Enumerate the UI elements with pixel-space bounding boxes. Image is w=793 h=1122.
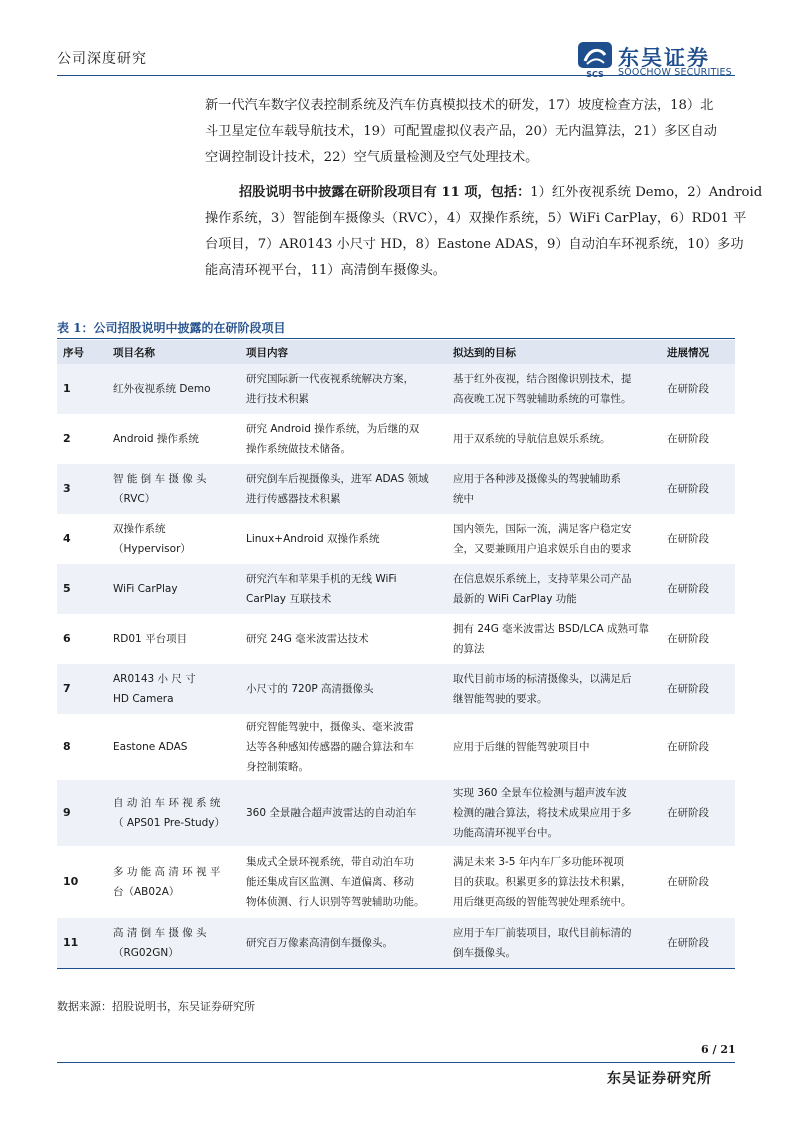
page-number: 6 / 21 — [701, 1043, 736, 1056]
cell-content-line: 研究倒车后视摄像头，进军 ADAS 领域 — [246, 473, 429, 485]
table-row — [57, 564, 735, 614]
cell-name — [107, 614, 240, 664]
cell-name-line: WiFi CarPlay — [113, 583, 178, 595]
cell-no: 6 — [63, 632, 71, 645]
cell-no: 3 — [57, 464, 107, 514]
cell-name-line: （RVC） — [113, 493, 156, 505]
cell-goal-line: 用于双系统的导航信息娱乐系统。 — [453, 433, 611, 445]
cell-name-line: Eastone ADAS — [113, 741, 188, 753]
cell-no: 5 — [57, 564, 107, 614]
cell-name — [107, 714, 240, 780]
cell-name-line: 智 能 倒 车 摄 像 头 — [113, 473, 207, 485]
cell-status: 在研阶段 — [667, 741, 709, 753]
projects-lead-rest: 1）红外夜视系统 Demo，2）Android — [530, 185, 763, 200]
logo-chinese-name: 东吴证券 — [618, 46, 710, 70]
cell-no: 4 — [63, 532, 71, 545]
col-header-goal: 拟达到的目标 — [447, 340, 661, 364]
cell-content — [240, 514, 447, 564]
projects-paragraph — [205, 180, 763, 284]
intro-line: 空调控制设计技术，22）空气质量检测及空气处理技术。 — [205, 150, 539, 165]
cell-content — [240, 664, 447, 714]
cell-goal — [447, 464, 661, 514]
cell-goal-line: 倒车摄像头。 — [453, 946, 516, 959]
cell-no: 8 — [63, 740, 71, 753]
cell-name-line: HD Camera — [113, 693, 174, 705]
cell-goal — [447, 614, 661, 664]
col-header-status: 进展情况 — [661, 340, 735, 364]
cell-goal-line: 实现 360 全景车位检测与超声波车波 — [453, 787, 627, 799]
cell-goal-line: 应用于车厂前装项目，取代目前标清的 — [453, 926, 632, 939]
cell-goal-line: 目的获取。积累更多的算法技术积累， — [453, 876, 632, 888]
cell-goal-line: 最新的 WiFi CarPlay 功能 — [453, 593, 577, 605]
cell-status: 在研阶段 — [661, 664, 735, 714]
cell-content-line: 集成式全景环视系统，带自动泊车功 — [246, 856, 414, 868]
cell-goal — [447, 364, 661, 414]
cell-content-line: 身控制策略。 — [246, 761, 309, 773]
cell-name-line: 多 功 能 高 清 环 视 平 — [113, 866, 221, 878]
cell-goal — [447, 514, 661, 564]
cell-content-line: 达等各种感知传感器的融合算法和车 — [246, 741, 414, 753]
intro-line: 新一代汽车数字仪表控制系统及汽车仿真模拟技术的研发，17）坡度检查方法，18）北 — [205, 98, 714, 113]
cell-goal — [447, 564, 661, 614]
cell-name-line: Android 操作系统 — [113, 433, 199, 445]
cell-content-line: 进行技术积累 — [246, 393, 309, 405]
projects-line: 操作系统，3）智能倒车摄像头（RVC），4）双操作系统，5）WiFi CarPlay，6）RD01 平 — [205, 211, 747, 226]
cell-content-line: 研究智能驾驶中，摄像头、毫米波雷 — [246, 721, 414, 733]
cell-goal — [447, 664, 661, 714]
table-row — [57, 364, 735, 414]
cell-no: 10 — [63, 875, 79, 888]
cell-content — [240, 780, 447, 846]
intro-paragraph — [205, 93, 737, 171]
cell-status: 在研阶段 — [661, 364, 735, 414]
cell-status: 在研阶段 — [667, 633, 709, 645]
cell-name — [107, 414, 240, 464]
cell-goal-line: 用后继更高级的智能驾驶处理系统中。 — [453, 896, 632, 908]
cell-content-line: 研究国际新一代夜视系统解决方案， — [246, 373, 414, 385]
cell-content-line: 研究汽车和苹果手机的无线 WiFi — [246, 573, 397, 585]
cell-content-line: 360 全景融合超声波雷达的自动泊车 — [246, 807, 417, 819]
projects-line: 台项目，7）AR0143 小尺寸 HD，8）Eastone ADAS，9）自动泊车环视系统，10）多功 — [205, 237, 744, 252]
table-row — [57, 846, 735, 918]
table-header-row — [57, 340, 735, 364]
cell-goal-line: 继智能驾驶的要求。 — [453, 693, 548, 705]
cell-goal — [447, 714, 661, 780]
cell-no: 2 — [63, 432, 71, 445]
data-source-note: 数据来源：招股说明书，东吴证券研究所 — [57, 1000, 255, 1013]
cell-content — [240, 364, 447, 414]
cell-content-line: 进行传感器技术积累 — [246, 493, 341, 505]
table-row — [57, 780, 735, 846]
projects-lead-bold: 招股说明书中披露在研阶段项目有 11 项，包括： — [239, 185, 531, 200]
footer-brand: 东吴证券研究所 — [607, 1071, 712, 1087]
cell-no: 7 — [57, 664, 107, 714]
table-row — [57, 614, 735, 664]
cell-goal-line: 高夜晚工况下驾驶辅助系统的可靠性。 — [453, 393, 632, 405]
cell-name — [107, 564, 240, 614]
cell-content — [240, 846, 447, 918]
cell-content-line: 研究 24G 毫米波雷达技术 — [246, 633, 369, 645]
cell-goal-line: 检测的融合算法，将技术成果应用于多 — [453, 807, 632, 819]
cell-name — [107, 918, 240, 968]
cell-name-line: RD01 平台项目 — [113, 633, 188, 645]
cell-goal — [447, 780, 661, 846]
cell-no: 9 — [57, 780, 107, 846]
cell-name-line: 高 清 倒 车 摄 像 头 — [113, 926, 207, 939]
table-body — [57, 364, 735, 968]
cell-content-line: 物体侦测、行人识别等驾驶辅助功能。 — [246, 896, 425, 908]
cell-content — [240, 464, 447, 514]
projects-table — [57, 340, 735, 969]
table-title: 表 1：公司招股说明中披露的在研阶段项目 — [57, 321, 286, 335]
col-header-no: 序号 — [57, 340, 107, 364]
cell-goal — [447, 918, 661, 968]
cell-name — [107, 780, 240, 846]
cell-name — [107, 846, 240, 918]
cell-goal-line: 应用于各种涉及摄像头的驾驶辅助系 — [453, 473, 621, 485]
cell-content — [240, 564, 447, 614]
cell-status: 在研阶段 — [667, 876, 709, 888]
table-row — [57, 714, 735, 780]
cell-goal-line: 应用于后继的智能驾驶项目中 — [453, 741, 590, 753]
col-header-content: 项目内容 — [240, 340, 447, 364]
projects-line: 能高清环视平台，11）高清倒车摄像头。 — [205, 263, 446, 278]
cell-name-line: （Hypervisor） — [113, 543, 191, 555]
cell-status: 在研阶段 — [667, 533, 709, 545]
table-row — [57, 414, 735, 464]
cell-content — [240, 414, 447, 464]
cell-status: 在研阶段 — [667, 433, 709, 445]
table-row — [57, 918, 735, 968]
cell-goal-line: 在信息娱乐系统上，支持苹果公司产品 — [453, 573, 632, 585]
cell-goal-line: 国内领先，国际一流，满足客户稳定安 — [453, 523, 632, 535]
header-section-label: 公司深度研究 — [57, 51, 147, 67]
cell-content — [240, 918, 447, 968]
table-row — [57, 664, 735, 714]
cell-goal-line: 统中 — [453, 493, 474, 505]
logo-mark-text: SCS — [586, 70, 604, 78]
cell-goal-line: 的算法 — [453, 643, 485, 655]
cell-content-line: 能还集成盲区监测、车道偏离、移动 — [246, 876, 414, 888]
header-divider — [57, 75, 735, 76]
table-row — [57, 464, 735, 514]
cell-status: 在研阶段 — [661, 464, 735, 514]
cell-name — [107, 464, 240, 514]
table-top-rule — [57, 338, 735, 339]
cell-status: 在研阶段 — [661, 918, 735, 968]
cell-goal-line: 基于红外夜视，结合图像识别技术，提 — [453, 373, 632, 385]
cell-name — [107, 364, 240, 414]
cell-status: 在研阶段 — [661, 780, 735, 846]
cell-name-line: （ APS01 Pre-Study） — [113, 817, 226, 829]
cell-goal-line: 功能高清环视平台中。 — [453, 827, 558, 839]
cell-name — [107, 514, 240, 564]
logo-english-name: SOOCHOW SECURITIES — [618, 67, 732, 78]
cell-status: 在研阶段 — [661, 564, 735, 614]
cell-goal-line: 全，又要兼顾用户追求娱乐自由的要求 — [453, 543, 632, 555]
table-row — [57, 514, 735, 564]
cell-name-line: 红外夜视系统 Demo — [113, 383, 211, 395]
cell-goal-line: 满足未来 3-5 年内车厂多功能环视项 — [453, 856, 624, 868]
cell-content-line: 研究百万像素高清倒车摄像头。 — [246, 936, 393, 949]
cell-content-line: 小尺寸的 720P 高清摄像头 — [246, 683, 374, 695]
logo-mark-icon — [578, 42, 612, 78]
cell-content — [240, 614, 447, 664]
cell-name-line: 自 动 泊 车 环 视 系 统 — [113, 797, 221, 809]
cell-name-line: AR0143 小 尺 寸 — [113, 673, 196, 685]
projects-line — [205, 180, 763, 206]
cell-name-line: 台（AB02A） — [113, 886, 180, 898]
cell-name-line: 双操作系统 — [113, 523, 166, 535]
cell-content-line: 操作系统做技术储备。 — [246, 443, 351, 455]
col-header-name: 项目名称 — [107, 340, 240, 364]
cell-name — [107, 664, 240, 714]
cell-no: 11 — [57, 918, 107, 968]
intro-line: 斗卫星定位车载导航技术，19）可配置虚拟仪表产品，20）无内温算法，21）多区自动 — [205, 124, 717, 139]
cell-goal — [447, 414, 661, 464]
cell-no: 1 — [57, 364, 107, 414]
cell-content-line: CarPlay 互联技术 — [246, 593, 332, 605]
cell-goal-line: 取代目前市场的标清摄像头，以满足后 — [453, 673, 632, 685]
cell-content-line: Linux+Android 双操作系统 — [246, 533, 380, 545]
cell-goal-line: 拥有 24G 毫米波雷达 BSD/LCA 成熟可靠 — [453, 623, 650, 635]
cell-name-line: （RG02GN） — [113, 946, 179, 959]
cell-content — [240, 714, 447, 780]
cell-content-line: 研究 Android 操作系统，为后继的双 — [246, 423, 420, 435]
footer-divider — [57, 1062, 735, 1063]
cell-goal — [447, 846, 661, 918]
